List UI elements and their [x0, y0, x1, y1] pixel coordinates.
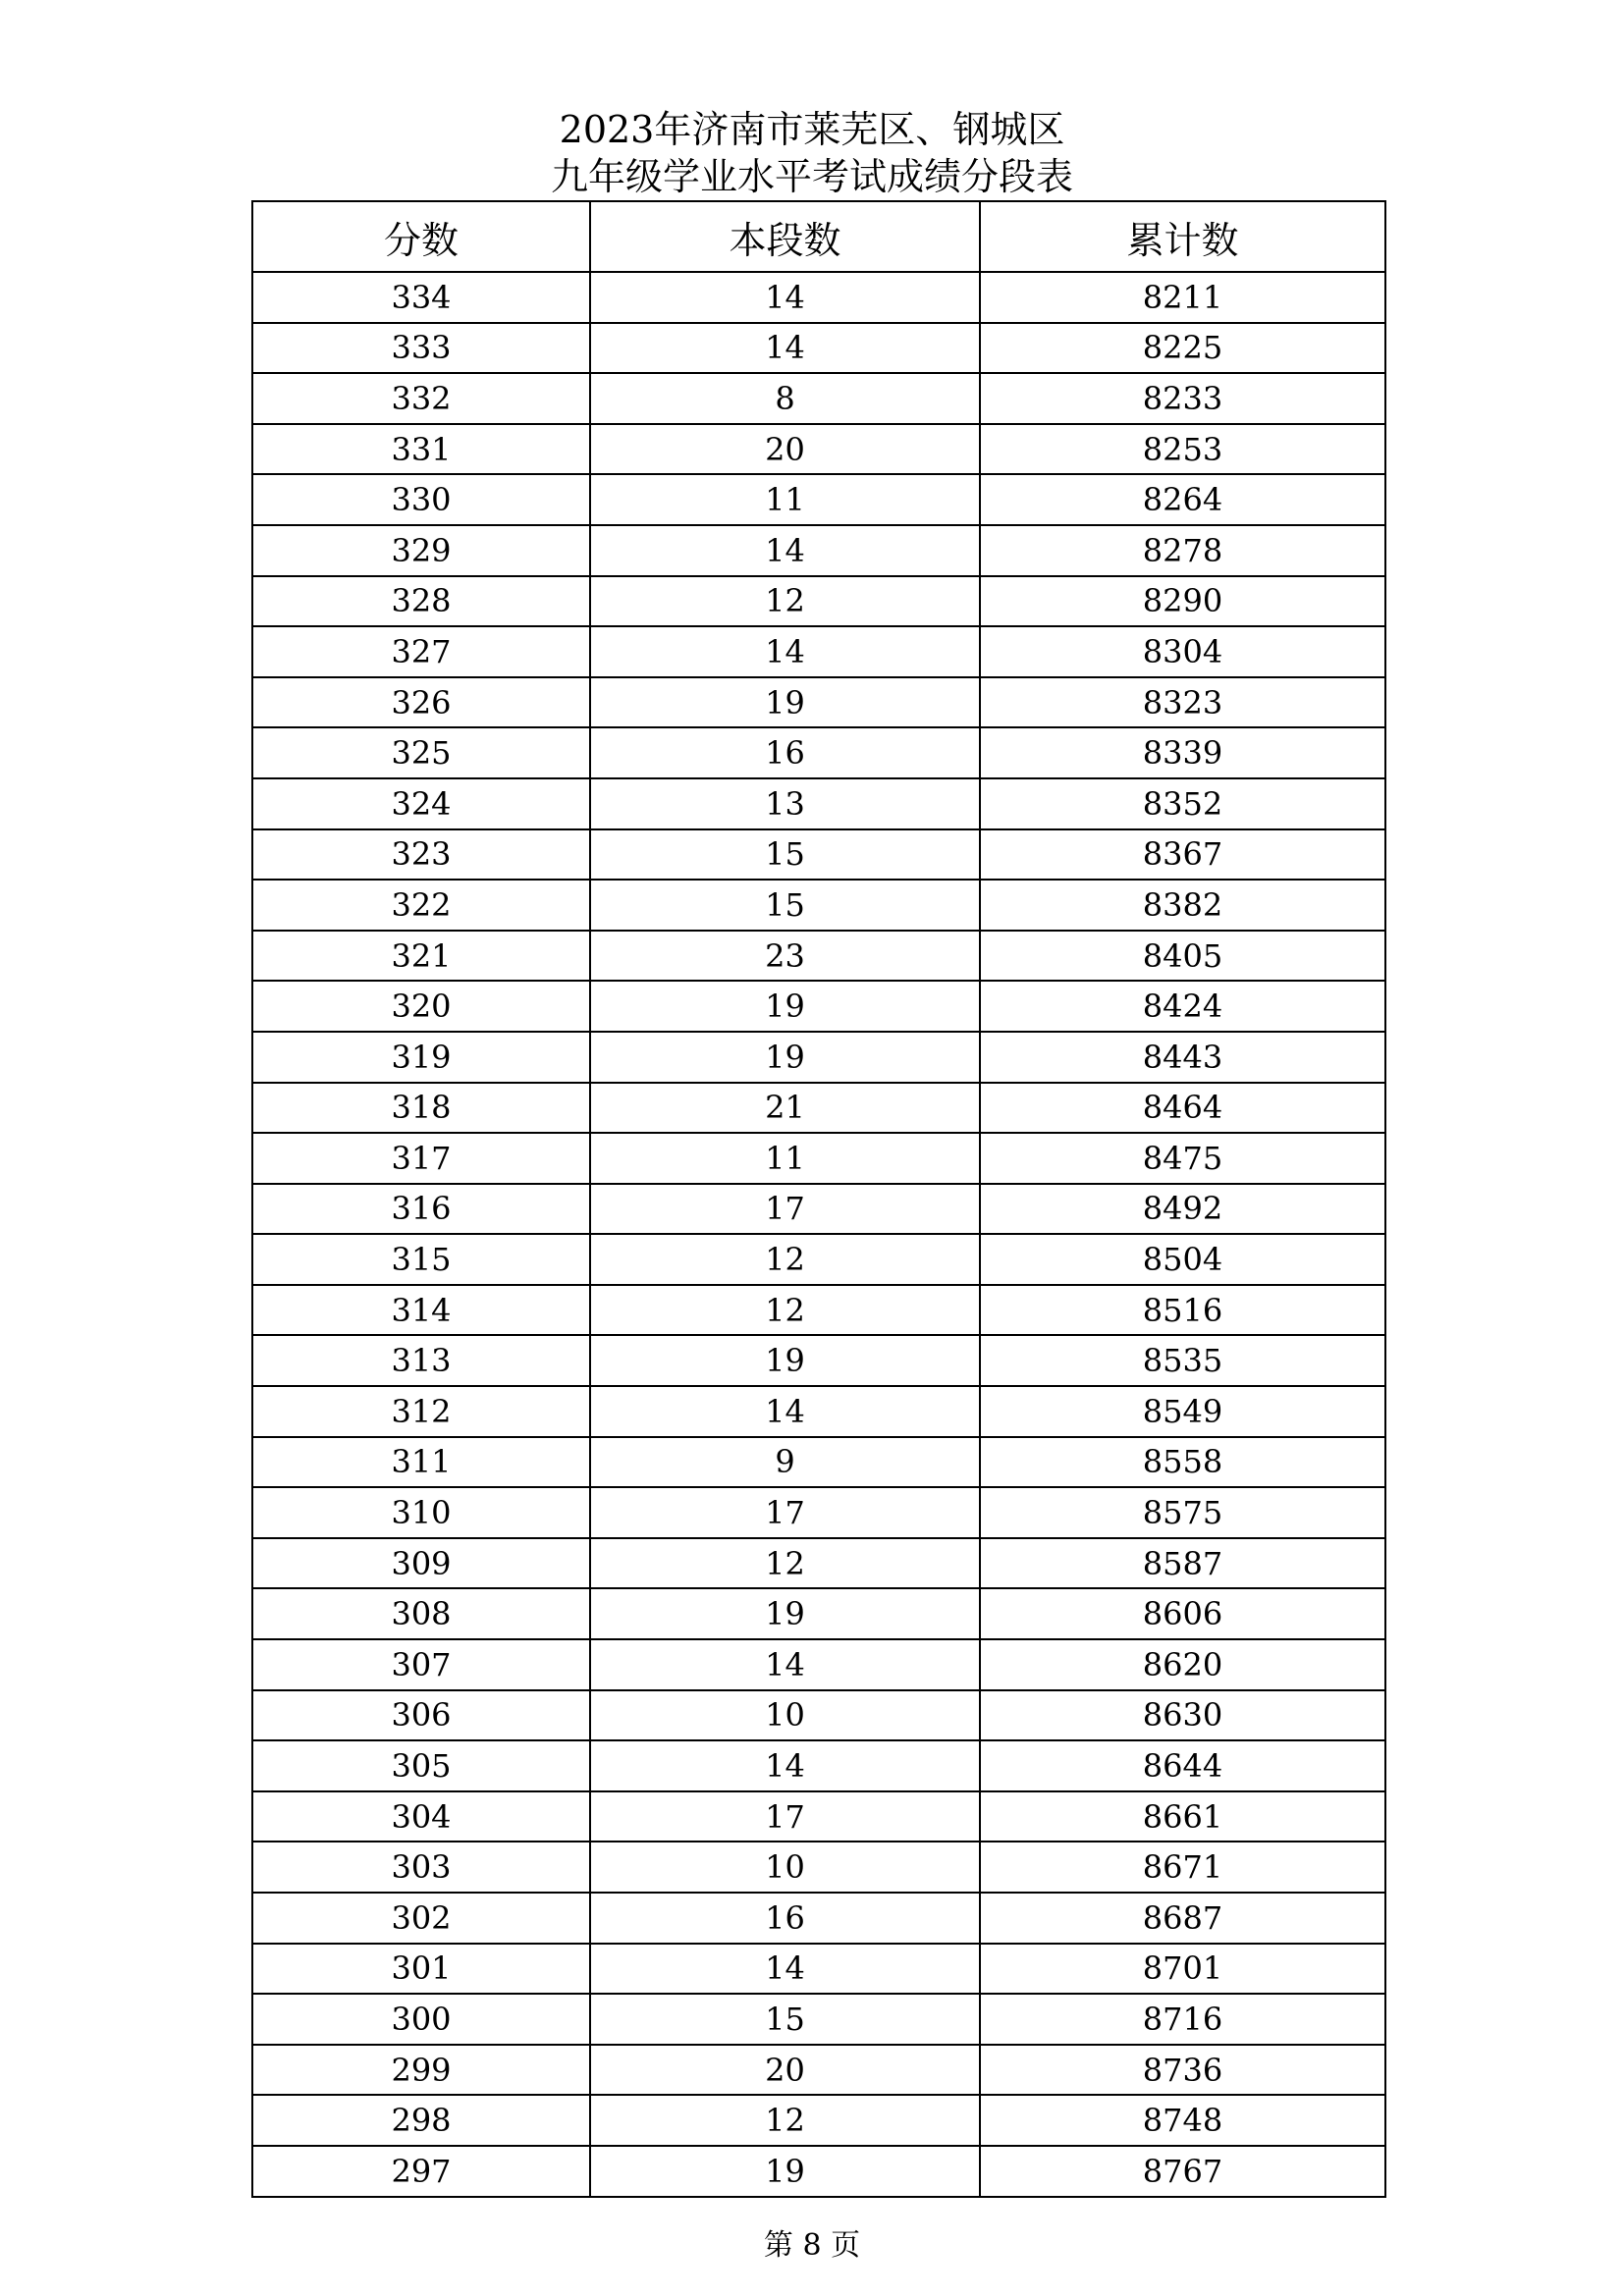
table-row [252, 829, 1385, 881]
segment-count-cell: 11 [590, 474, 980, 525]
cumulative-count-cell: 8290 [980, 576, 1385, 627]
segment-count-cell: 16 [590, 1893, 980, 1944]
score-cell: 328 [252, 576, 590, 627]
cumulative-count-cell: 8405 [980, 931, 1385, 982]
header-score: 分数 [252, 201, 590, 272]
table-row [252, 727, 1385, 778]
segment-count-cell: 17 [590, 1487, 980, 1538]
segment-count-cell: 10 [590, 1690, 980, 1741]
score-cell: 313 [252, 1335, 590, 1386]
segment-count-cell: 12 [590, 576, 980, 627]
table-row [252, 677, 1385, 728]
score-cell: 307 [252, 1639, 590, 1690]
cumulative-count-cell: 8549 [980, 1386, 1385, 1437]
score-cell: 308 [252, 1588, 590, 1639]
cumulative-count-cell: 8278 [980, 525, 1385, 576]
score-cell: 300 [252, 1994, 590, 2045]
segment-count-cell: 16 [590, 727, 980, 778]
segment-count-cell: 14 [590, 1386, 980, 1437]
cumulative-count-cell: 8304 [980, 626, 1385, 677]
table-row [252, 1791, 1385, 1842]
table-row [252, 880, 1385, 931]
segment-count-cell: 15 [590, 880, 980, 931]
segment-count-cell: 14 [590, 323, 980, 374]
cumulative-count-cell: 8443 [980, 1032, 1385, 1083]
segment-count-cell: 14 [590, 1944, 980, 1995]
segment-count-cell: 12 [590, 2095, 980, 2146]
segment-count-cell: 21 [590, 1083, 980, 1134]
cumulative-count-cell: 8367 [980, 829, 1385, 881]
score-cell: 316 [252, 1184, 590, 1235]
cumulative-count-cell: 8253 [980, 424, 1385, 475]
cumulative-count-cell: 8575 [980, 1487, 1385, 1538]
score-cell: 302 [252, 1893, 590, 1944]
table-row [252, 1032, 1385, 1083]
table-row [252, 576, 1385, 627]
table-row [252, 2045, 1385, 2096]
score-cell: 331 [252, 424, 590, 475]
cumulative-count-cell: 8767 [980, 2146, 1385, 2197]
cumulative-count-cell: 8661 [980, 1791, 1385, 1842]
score-cell: 327 [252, 626, 590, 677]
table-header-row [252, 201, 1385, 272]
cumulative-count-cell: 8558 [980, 1437, 1385, 1488]
table-row [252, 1842, 1385, 1893]
cumulative-count-cell: 8748 [980, 2095, 1385, 2146]
table-row [252, 1588, 1385, 1639]
cumulative-count-cell: 8492 [980, 1184, 1385, 1235]
segment-count-cell: 14 [590, 626, 980, 677]
cumulative-count-cell: 8606 [980, 1588, 1385, 1639]
score-cell: 325 [252, 727, 590, 778]
table-row [252, 1285, 1385, 1336]
cumulative-count-cell: 8352 [980, 778, 1385, 829]
cumulative-count-cell: 8535 [980, 1335, 1385, 1386]
cumulative-count-cell: 8424 [980, 981, 1385, 1032]
score-cell: 333 [252, 323, 590, 374]
cumulative-count-cell: 8233 [980, 373, 1385, 424]
score-cell: 319 [252, 1032, 590, 1083]
score-cell: 310 [252, 1487, 590, 1538]
score-cell: 314 [252, 1285, 590, 1336]
segment-count-cell: 19 [590, 981, 980, 1032]
score-cell: 301 [252, 1944, 590, 1995]
table-row [252, 1437, 1385, 1488]
table-row [252, 1690, 1385, 1741]
table-row [252, 2146, 1385, 2197]
table-row [252, 1184, 1385, 1235]
cumulative-count-cell: 8475 [980, 1133, 1385, 1184]
segment-count-cell: 14 [590, 1740, 980, 1791]
segment-count-cell: 19 [590, 2146, 980, 2197]
score-cell: 321 [252, 931, 590, 982]
score-cell: 334 [252, 272, 590, 323]
table-body [252, 272, 1385, 2197]
table-row [252, 1994, 1385, 2045]
segment-count-cell: 8 [590, 373, 980, 424]
cumulative-count-cell: 8620 [980, 1639, 1385, 1690]
cumulative-count-cell: 8225 [980, 323, 1385, 374]
table-row [252, 424, 1385, 475]
table-row [252, 1083, 1385, 1134]
table-row [252, 1335, 1385, 1386]
table-row [252, 2095, 1385, 2146]
table-row [252, 272, 1385, 323]
segment-count-cell: 20 [590, 424, 980, 475]
page-number: 第 8 页 [763, 2228, 861, 2263]
table-row [252, 1944, 1385, 1995]
segment-count-cell: 19 [590, 1032, 980, 1083]
segment-count-cell: 19 [590, 1588, 980, 1639]
cumulative-count-cell: 8736 [980, 2045, 1385, 2096]
table-row [252, 1639, 1385, 1690]
header-cumulative-count: 累计数 [980, 201, 1385, 272]
cumulative-count-cell: 8464 [980, 1083, 1385, 1134]
cumulative-count-cell: 8504 [980, 1234, 1385, 1285]
table-row [252, 1386, 1385, 1437]
segment-count-cell: 15 [590, 1994, 980, 2045]
segment-count-cell: 12 [590, 1234, 980, 1285]
segment-count-cell: 20 [590, 2045, 980, 2096]
cumulative-count-cell: 8339 [980, 727, 1385, 778]
score-cell: 297 [252, 2146, 590, 2197]
cumulative-count-cell: 8701 [980, 1944, 1385, 1995]
table-row [252, 1740, 1385, 1791]
score-cell: 318 [252, 1083, 590, 1134]
segment-count-cell: 10 [590, 1842, 980, 1893]
table-row [252, 1487, 1385, 1538]
score-cell: 315 [252, 1234, 590, 1285]
score-cell: 320 [252, 981, 590, 1032]
score-cell: 326 [252, 677, 590, 728]
segment-count-cell: 19 [590, 1335, 980, 1386]
segment-count-cell: 14 [590, 272, 980, 323]
segment-count-cell: 19 [590, 677, 980, 728]
score-cell: 322 [252, 880, 590, 931]
table-row [252, 1538, 1385, 1589]
cumulative-count-cell: 8382 [980, 880, 1385, 931]
score-cell: 317 [252, 1133, 590, 1184]
cumulative-count-cell: 8516 [980, 1285, 1385, 1336]
table-row [252, 525, 1385, 576]
score-cell: 305 [252, 1740, 590, 1791]
score-cell: 311 [252, 1437, 590, 1488]
score-cell: 329 [252, 525, 590, 576]
table-row [252, 323, 1385, 374]
score-cell: 324 [252, 778, 590, 829]
segment-count-cell: 17 [590, 1184, 980, 1235]
cumulative-count-cell: 8264 [980, 474, 1385, 525]
cumulative-count-cell: 8644 [980, 1740, 1385, 1791]
score-cell: 306 [252, 1690, 590, 1741]
table-row [252, 1893, 1385, 1944]
segment-count-cell: 11 [590, 1133, 980, 1184]
table-row [252, 626, 1385, 677]
cumulative-count-cell: 8687 [980, 1893, 1385, 1944]
cumulative-count-cell: 8630 [980, 1690, 1385, 1741]
segment-count-cell: 9 [590, 1437, 980, 1488]
score-cell: 332 [252, 373, 590, 424]
cumulative-count-cell: 8323 [980, 677, 1385, 728]
table-row [252, 931, 1385, 982]
segment-count-cell: 13 [590, 778, 980, 829]
segment-count-cell: 14 [590, 1639, 980, 1690]
score-cell: 330 [252, 474, 590, 525]
segment-count-cell: 15 [590, 829, 980, 881]
segment-count-cell: 12 [590, 1538, 980, 1589]
score-cell: 323 [252, 829, 590, 881]
score-cell: 309 [252, 1538, 590, 1589]
page-title-line2: 九年级学业水平考试成绩分段表 [550, 155, 1073, 198]
table-row [252, 1133, 1385, 1184]
table-row [252, 474, 1385, 525]
score-cell: 298 [252, 2095, 590, 2146]
cumulative-count-cell: 8211 [980, 272, 1385, 323]
header-segment-count: 本段数 [590, 201, 980, 272]
score-cell: 299 [252, 2045, 590, 2096]
table-row [252, 373, 1385, 424]
segment-count-cell: 14 [590, 525, 980, 576]
cumulative-count-cell: 8671 [980, 1842, 1385, 1893]
segment-count-cell: 12 [590, 1285, 980, 1336]
table-row [252, 1234, 1385, 1285]
page-title-line1: 2023年济南市莱芜区、钢城区 [559, 108, 1065, 151]
cumulative-count-cell: 8587 [980, 1538, 1385, 1589]
segment-count-cell: 17 [590, 1791, 980, 1842]
table-row [252, 778, 1385, 829]
score-cell: 312 [252, 1386, 590, 1437]
score-cell: 303 [252, 1842, 590, 1893]
segment-count-cell: 23 [590, 931, 980, 982]
cumulative-count-cell: 8716 [980, 1994, 1385, 2045]
score-cell: 304 [252, 1791, 590, 1842]
table-row [252, 981, 1385, 1032]
score-distribution-table [251, 200, 1386, 2198]
